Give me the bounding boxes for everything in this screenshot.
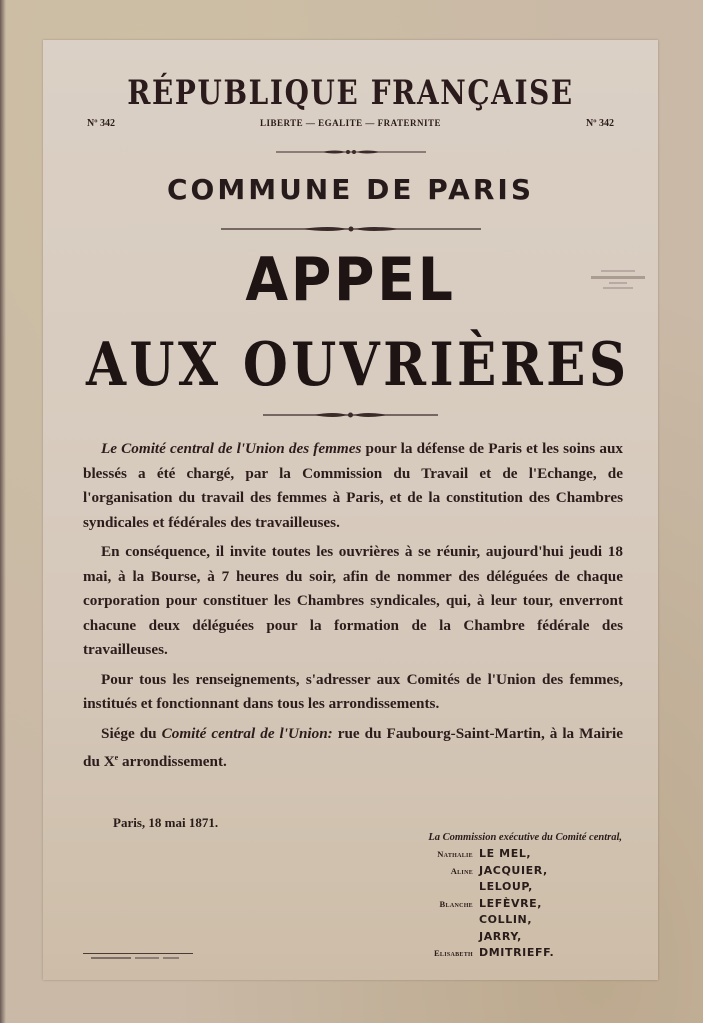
signatory <box>373 847 613 864</box>
commune-title: COMMUNE DE PARIS <box>166 173 534 206</box>
poster-number-right: Nº 342 <box>585 118 614 129</box>
signatory-last-name: LEFÈVRE, <box>479 896 543 910</box>
signatory-last-name: COLLIN, <box>479 913 533 926</box>
signatory-first-name: Aline <box>450 865 473 876</box>
motto: LIBERTE — EGALITE — FRATERNITE <box>259 118 442 128</box>
paragraph-4-before: Siége du <box>101 724 162 742</box>
signatories-list <box>373 847 613 963</box>
paragraph-4 <box>83 722 623 775</box>
signatory <box>373 864 613 881</box>
commission-signature-line: La Commission exécutive du Comité central, <box>428 832 622 843</box>
signatory <box>373 880 613 897</box>
printer-imprint <box>91 956 181 961</box>
ornament-divider-2 <box>43 220 658 238</box>
signatory-last-name: JARRY, <box>479 929 522 943</box>
body-text <box>83 437 623 780</box>
signatory-last-name: DMITRIEFF. <box>479 946 555 959</box>
headline-appel: APPEL <box>245 245 456 315</box>
paragraph-1-text: pour la défense de Paris et les soins aux blessés a été chargé, par la Commission du Travail et de l'Echange, de l'organisation du travail des femmes à Paris, et de la constitution des Chambres syndicales et fédérales des travailleuses. <box>83 440 623 531</box>
paragraph-4-end: arrondissement. <box>118 753 227 771</box>
signatory-first-name: Nathalie <box>437 849 473 859</box>
signatory-first-name: Elisabeth <box>433 948 473 958</box>
signatory-last-name: LELOUP, <box>479 880 533 893</box>
poster-number-left: Nº 342 <box>87 118 116 129</box>
union-name-italic: Le Comité central de l'Union des femmes <box>101 440 362 457</box>
paragraph-4-after: rue du Faubourg-Saint-Martin, à la Mairie du X <box>83 724 623 771</box>
signatory <box>373 897 613 914</box>
paragraph-2: En conséquence, il invite toutes les ouvrières à se réunir, aujourd'hui jeudi 18 mai, à la Bourse, à 7 heures du soir, afin de nommer des déléguées de chaque corporation pour constituer les Chambres syndicales, qui, à leur tour, enverront chacune deux déléguées pour la formation de la Chambre fédérale des travailleuses. <box>83 543 623 658</box>
signatory-last-name: JACQUIER, <box>479 863 548 877</box>
ornament-divider-3 <box>43 406 658 424</box>
signatory <box>373 913 613 930</box>
committee-italic: Comité central de l'Union: <box>161 724 333 742</box>
signatory <box>373 946 613 963</box>
signatory-first-name: Blanche <box>439 898 473 909</box>
signatory <box>373 930 613 947</box>
republic-title: RÉPUBLIQUE FRANÇAISE <box>127 73 574 113</box>
headline-ouvrieres: AUX OUVRIÈRES <box>86 330 630 400</box>
signatory-last-name: LE MEL, <box>479 847 532 860</box>
poster <box>43 40 658 980</box>
imprint-rule <box>83 953 193 954</box>
ornament-divider-1 <box>43 143 658 161</box>
poster-date: Paris, 18 mai 1871. <box>113 815 219 830</box>
frame-shadow <box>0 0 6 1023</box>
superscript-e: e <box>114 753 119 762</box>
paragraph-1 <box>83 437 623 535</box>
paragraph-3: Pour tous les renseignements, s'adresser aux Comités de l'Union des femmes, institués et fonctionnant dans tous les arrondissements. <box>83 670 623 712</box>
